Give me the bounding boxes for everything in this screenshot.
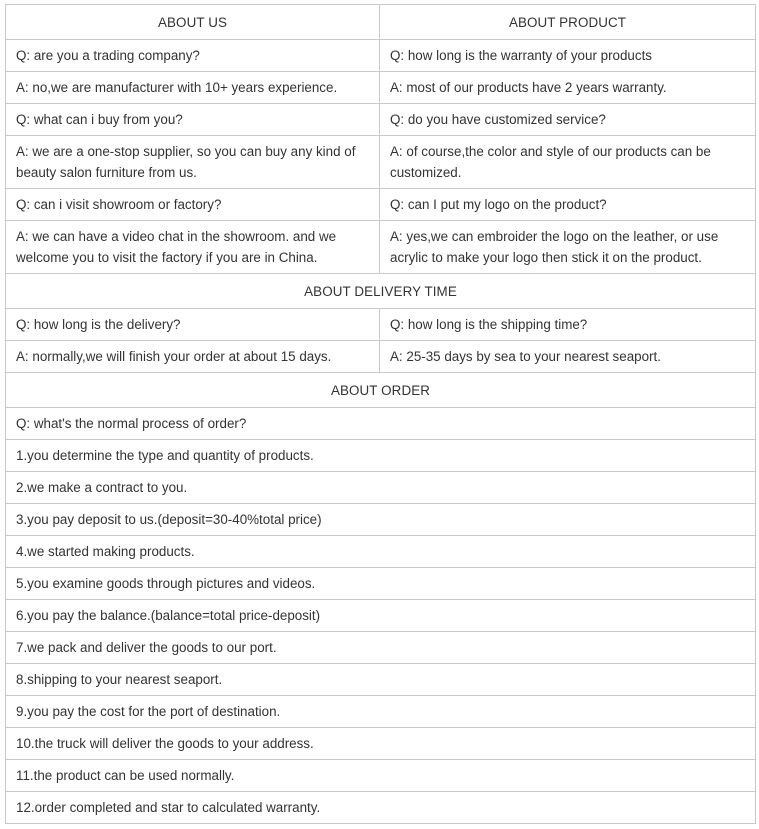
question-row: [6, 40, 756, 72]
answer-cell: A: normally,we will finish your order at about 15 days.: [6, 341, 380, 373]
question-row: [6, 309, 756, 341]
order-step-row: [6, 568, 756, 600]
section-header-row: [6, 274, 756, 309]
answer-cell: A: of course,the color and style of our products can be customized.: [380, 136, 756, 189]
order-step-row: [6, 632, 756, 664]
order-step-row: [6, 504, 756, 536]
order-step: 1.you determine the type and quantity of products.: [6, 440, 756, 472]
order-step-row: [6, 472, 756, 504]
answer-cell: A: no,we are manufacturer with 10+ years experience.: [6, 72, 380, 104]
order-step: 7.we pack and deliver the goods to our port.: [6, 632, 756, 664]
order-step: 11.the product can be used normally.: [6, 760, 756, 792]
section-header-row: [6, 373, 756, 408]
question-cell: Q: how long is the warranty of your products: [380, 40, 756, 72]
about-order-heading: ABOUT ORDER: [6, 373, 756, 408]
order-step-row: [6, 600, 756, 632]
order-step: 2.we make a contract to you.: [6, 472, 756, 504]
answer-cell: A: we are a one-stop supplier, so you can buy any kind of beauty salon furniture from us.: [6, 136, 380, 189]
question-cell: Q: can i visit showroom or factory?: [6, 189, 380, 221]
order-step-row: [6, 440, 756, 472]
order-step-row: [6, 792, 756, 824]
question-cell: Q: are you a trading company?: [6, 40, 380, 72]
order-step: 3.you pay deposit to us.(deposit=30-40%total price): [6, 504, 756, 536]
order-step-row: [6, 536, 756, 568]
about-product-heading: ABOUT PRODUCT: [380, 5, 756, 40]
question-cell: Q: do you have customized service?: [380, 104, 756, 136]
order-step-row: [6, 728, 756, 760]
order-step: 4.we started making products.: [6, 536, 756, 568]
answer-row: [6, 136, 756, 189]
answer-cell: A: we can have a video chat in the showroom. and we welcome you to visit the factory if you are in China.: [6, 221, 380, 274]
question-cell: Q: can I put my logo on the product?: [380, 189, 756, 221]
question-row: [6, 408, 756, 440]
faq-table: [5, 4, 756, 824]
about-us-heading: ABOUT US: [6, 5, 380, 40]
order-step: 9.you pay the cost for the port of destination.: [6, 696, 756, 728]
order-step-row: [6, 664, 756, 696]
order-step: 12.order completed and star to calculated warranty.: [6, 792, 756, 824]
order-step: 6.you pay the balance.(balance=total price-deposit): [6, 600, 756, 632]
question-cell: Q: how long is the delivery?: [6, 309, 380, 341]
section-header-row: [6, 5, 756, 40]
answer-cell: A: 25-35 days by sea to your nearest seaport.: [380, 341, 756, 373]
question-cell: Q: how long is the shipping time?: [380, 309, 756, 341]
question-cell: Q: what can i buy from you?: [6, 104, 380, 136]
answer-row: [6, 221, 756, 274]
answer-cell: A: yes,we can embroider the logo on the leather, or use acrylic to make your logo then stick it on the product.: [380, 221, 756, 274]
order-question: Q: what's the normal process of order?: [6, 408, 756, 440]
about-delivery-heading: ABOUT DELIVERY TIME: [6, 274, 756, 309]
order-step: 10.the truck will deliver the goods to your address.: [6, 728, 756, 760]
answer-row: [6, 72, 756, 104]
order-step: 5.you examine goods through pictures and videos.: [6, 568, 756, 600]
order-step-row: [6, 696, 756, 728]
question-row: [6, 189, 756, 221]
order-step: 8.shipping to your nearest seaport.: [6, 664, 756, 696]
answer-row: [6, 341, 756, 373]
question-row: [6, 104, 756, 136]
order-step-row: [6, 760, 756, 792]
answer-cell: A: most of our products have 2 years warranty.: [380, 72, 756, 104]
